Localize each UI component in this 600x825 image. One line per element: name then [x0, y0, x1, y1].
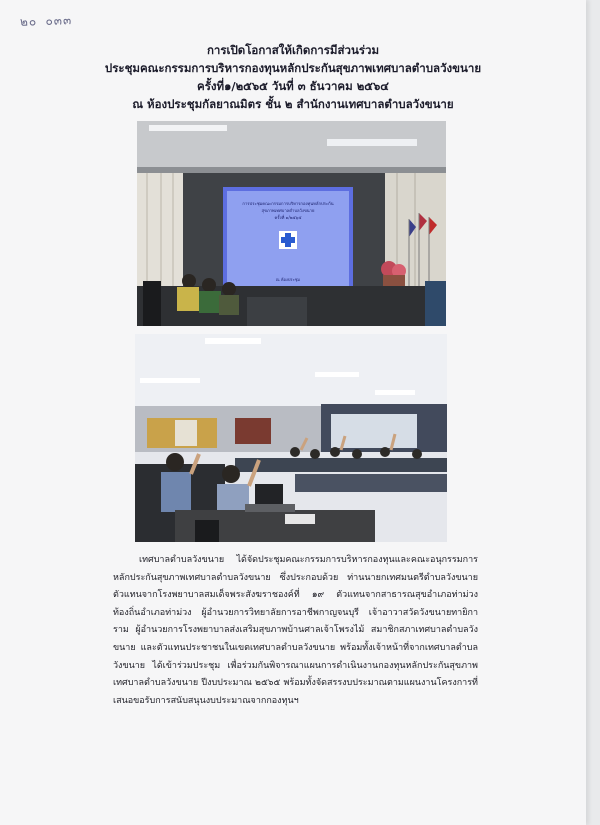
voting-scene-illustration: [135, 334, 447, 542]
title-line-4: ณ ห้องประชุมกัลยาณมิตร ชั้น ๒ สำนักงานเทศบาลตำบลวังขนาย: [132, 97, 454, 111]
screen-text-line-4: ณ ห้องประชุม: [275, 277, 301, 282]
handwritten-note: ๒๐ ๐๓๓: [19, 13, 73, 29]
title-line-1: การเปิดโอกาสให้เกิดการมีส่วนร่วม: [206, 43, 380, 57]
screen-text-line-3: ครั้งที่ ๑/๒๕๖๕: [274, 215, 302, 220]
title-line-2: ประชุมคณะกรรมการบริหารกองทุนหลักประกันสุขภาพเทศบาลตำบลวังขนาย: [104, 61, 482, 75]
body-paragraph-block: [113, 552, 478, 710]
title-line-3: ครั้งที่๑/๒๕๖๕ วันที่ ๓ ธันวาคม ๒๕๖๔: [197, 79, 389, 93]
body-paragraph: เทศบาลตำบลวังขนาย ได้จัดประชุมคณะกรรมการบริหารกองทุนและคณะอนุกรรมการหลักประกันสุขภาพเทศบาลตำบลวังขนาย ซึ่งประกอบด้วย ท่านนายกเทศมนตรีตำบลวังขนาย ตัวแทนจากโรงพยาบาลสมเด็จพระสังฆราชองค์ที่ ๑๙ ตัวแทนจากสาธารณสุขอำเภอท่าม่วง ท้องถิ่นอำเภอท่าม่วง ผู้อำนวยการวิทยาลัยการอาชีพกาญจนบุรี เจ้าอาวาสวัดวังขนายทายิการาม ผู้อำนวยการโรงพยาบาลส่งเสริมสุขภาพบ้านศาลเจ้าโพรงไม้ สมาชิกสภาเทศบาลตำบลวังขนาย และตัวแทนประชาชนในเขตเทศบาลตำบลวังขนาย พร้อมทั้งเจ้าหน้าที่จากเทศบาลตำบลวังขนาย ได้เข้าร่วมประชุม เพื่อร่วมกันพิจารณาแผนการดำเนินงานกองทุนหลักประกันสุขภาพเทศบาลตำบลวังขนาย ปีงบประมาณ ๒๕๖๕ พร้อมทั้งจัดสรรงบประมาณตามแผนงานโครงการที่เสนอขอรับการสนับสนุนงบประมาณจากกองทุนฯ: [113, 555, 478, 706]
meeting-photo-projector: [137, 121, 446, 326]
screen-text-line-1: การประชุมคณะกรรมการบริหารกองทุนหลักประกัน: [242, 201, 334, 206]
meeting-photo-voting: [135, 334, 447, 542]
projector-scene-illustration: [137, 121, 446, 326]
screen-text-line-2: สุขภาพเทศบาลตำบลวังขนาย: [261, 208, 315, 213]
